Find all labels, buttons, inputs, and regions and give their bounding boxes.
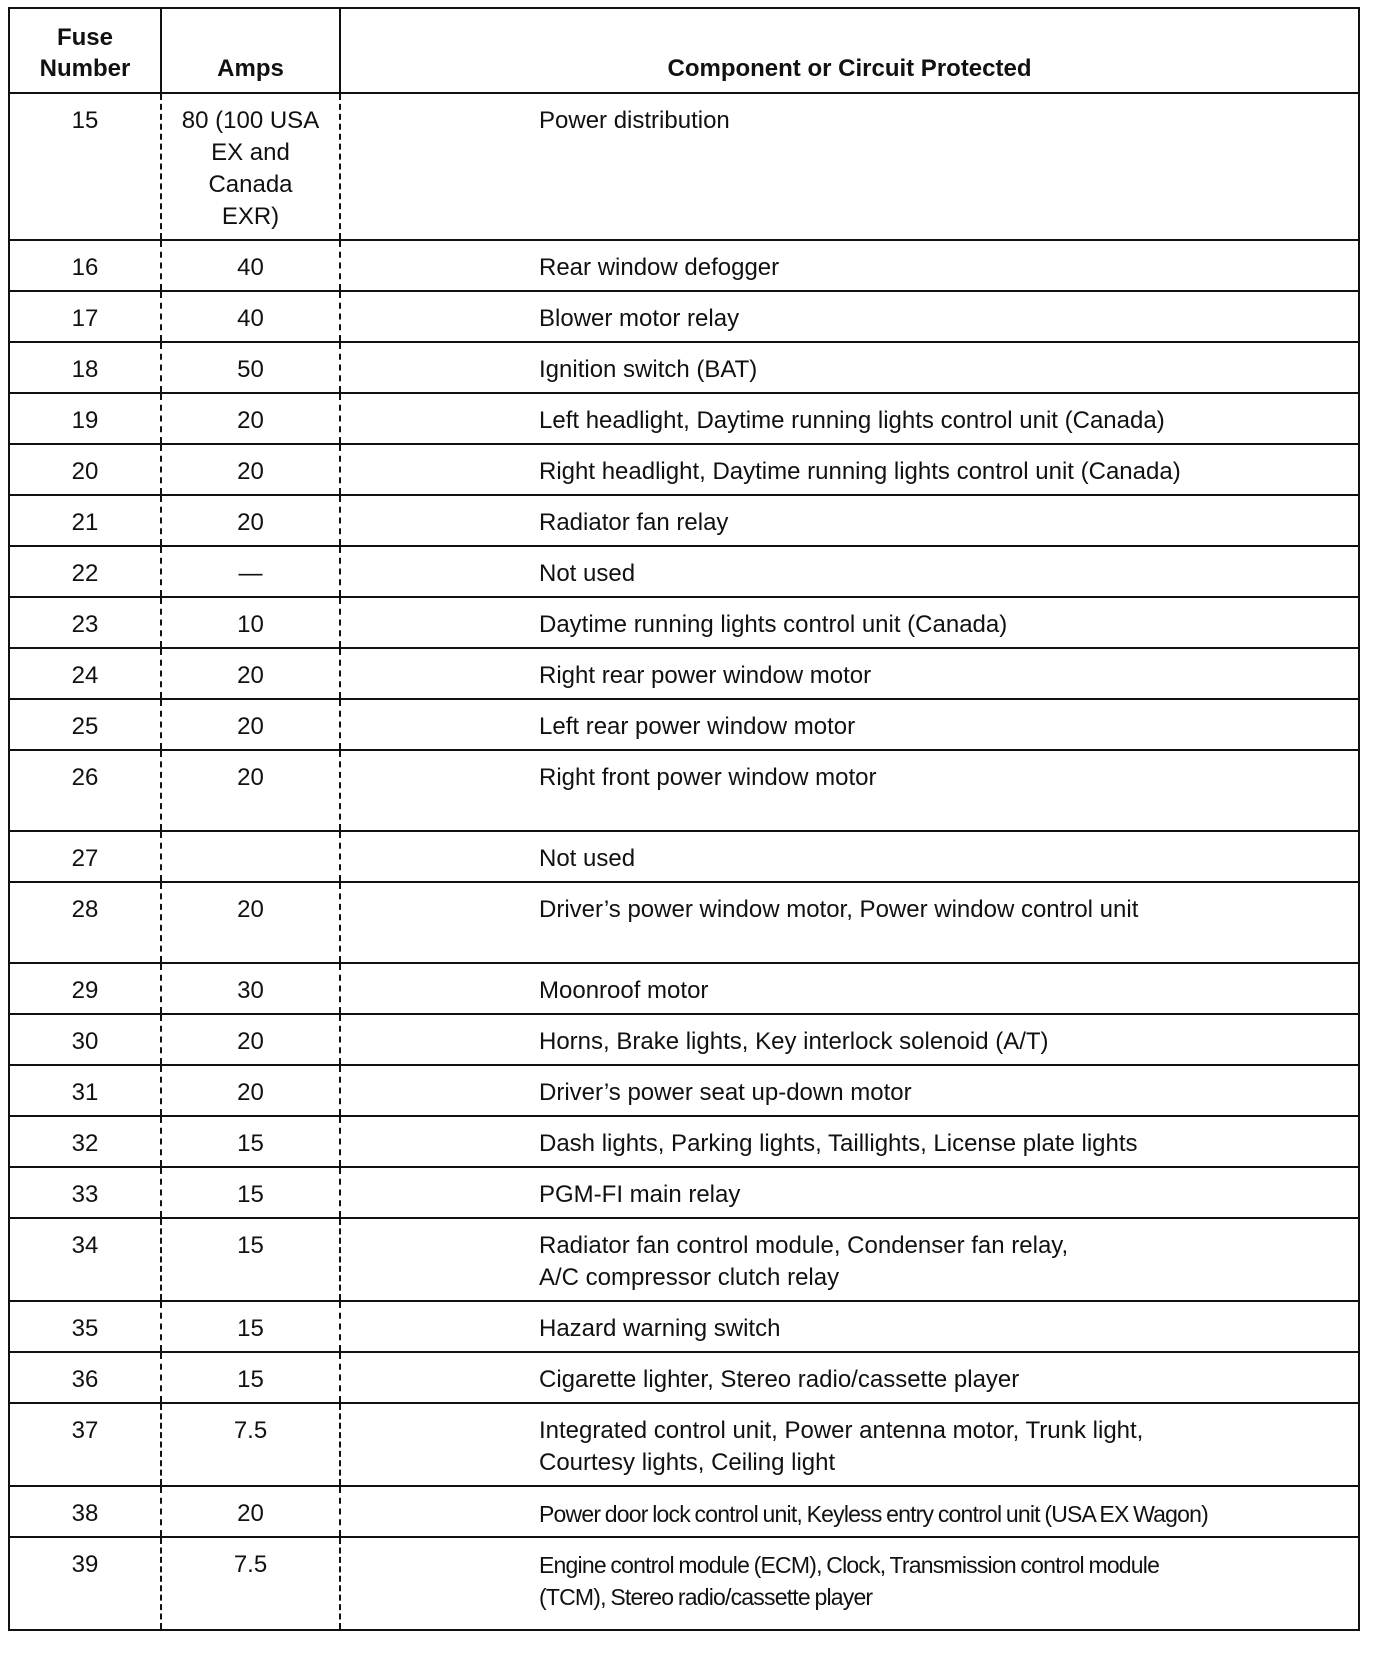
amps-value: 20 <box>237 458 264 485</box>
fuse-number-cell: 28 <box>9 882 161 963</box>
amps-value: — <box>238 560 263 587</box>
fuse-number-cell: 36 <box>9 1352 161 1403</box>
table-header <box>9 8 1359 93</box>
table-row <box>9 750 1359 831</box>
amps-value: 10 <box>237 611 264 638</box>
table-row <box>9 882 1359 963</box>
header-component: Component or Circuit Protected <box>340 8 1359 93</box>
header-row <box>9 8 1359 93</box>
component-cell: Not used <box>340 831 1359 882</box>
table-row <box>9 1301 1359 1352</box>
amps-cell <box>161 1014 340 1065</box>
header-fuse-number: Fuse Number <box>9 8 161 93</box>
fuse-number-cell: 26 <box>9 750 161 831</box>
table-body <box>9 93 1359 1630</box>
amps-value: 20 <box>237 896 264 923</box>
amps-value: 20 <box>237 509 264 536</box>
amps-cell <box>161 342 340 393</box>
fuse-number-cell: 32 <box>9 1116 161 1167</box>
fuse-number-cell: 39 <box>9 1537 161 1630</box>
component-cell: Left rear power window motor <box>340 699 1359 750</box>
amps-cell <box>161 1537 340 1630</box>
component-cell: Blower motor relay <box>340 291 1359 342</box>
table-row <box>9 393 1359 444</box>
amps-value: 50 <box>237 356 264 383</box>
component-cell: Power distribution <box>340 93 1359 240</box>
amps-value: 40 <box>237 254 264 281</box>
amps-cell <box>161 597 340 648</box>
table-row <box>9 495 1359 546</box>
fuse-number-cell: 15 <box>9 93 161 240</box>
amps-cell <box>161 291 340 342</box>
amps-cell <box>161 1116 340 1167</box>
fuse-number-cell: 22 <box>9 546 161 597</box>
amps-cell <box>161 93 340 240</box>
amps-value: 20 <box>237 1079 264 1106</box>
amps-cell <box>161 750 340 831</box>
component-cell: Horns, Brake lights, Key interlock solenoid (A/T) <box>340 1014 1359 1065</box>
amps-value: 7.5 <box>233 1551 268 1578</box>
component-cell: Daytime running lights control unit (Canada) <box>340 597 1359 648</box>
amps-value: 15 <box>237 1232 264 1259</box>
fuse-number-cell: 19 <box>9 393 161 444</box>
amps-cell <box>161 393 340 444</box>
fuse-number-cell: 18 <box>9 342 161 393</box>
component-cell: Integrated control unit, Power antenna motor, Trunk light, Courtesy lights, Ceiling light <box>340 1403 1359 1486</box>
component-cell: Dash lights, Parking lights, Taillights, License plate lights <box>340 1116 1359 1167</box>
fuse-number-cell: 24 <box>9 648 161 699</box>
table-row <box>9 597 1359 648</box>
amps-value: 20 <box>237 1500 264 1527</box>
table-row <box>9 963 1359 1014</box>
amps-value: 20 <box>237 1028 264 1055</box>
component-cell: Moonroof motor <box>340 963 1359 1014</box>
amps-value: 40 <box>237 305 264 332</box>
amps-cell <box>161 546 340 597</box>
amps-value: 20 <box>237 764 264 791</box>
amps-value: 20 <box>237 713 264 740</box>
fuse-number-cell: 16 <box>9 240 161 291</box>
fuse-number-cell: 17 <box>9 291 161 342</box>
component-cell: Driver’s power window motor, Power window control unit <box>340 882 1359 963</box>
table-row <box>9 831 1359 882</box>
fuse-number-cell: 20 <box>9 444 161 495</box>
amps-cell <box>161 1218 340 1301</box>
table-row <box>9 240 1359 291</box>
table-row <box>9 1403 1359 1486</box>
component-cell: Right front power window motor <box>340 750 1359 831</box>
amps-cell <box>161 1167 340 1218</box>
component-cell: Radiator fan control module, Condenser fan relay, A/C compressor clutch relay <box>340 1218 1359 1301</box>
fuse-number-cell: 30 <box>9 1014 161 1065</box>
table-row <box>9 1218 1359 1301</box>
component-cell: Left headlight, Daytime running lights control unit (Canada) <box>340 393 1359 444</box>
component-cell: Radiator fan relay <box>340 495 1359 546</box>
fuse-number-cell: 23 <box>9 597 161 648</box>
component-cell: Cigarette lighter, Stereo radio/cassette player <box>340 1352 1359 1403</box>
table-row <box>9 699 1359 750</box>
fuse-number-cell: 37 <box>9 1403 161 1486</box>
fuse-number-cell: 38 <box>9 1486 161 1537</box>
component-cell: Rear window defogger <box>340 240 1359 291</box>
amps-cell <box>161 882 340 963</box>
fuse-number-cell: 29 <box>9 963 161 1014</box>
amps-cell <box>161 240 340 291</box>
amps-cell <box>161 699 340 750</box>
table-row <box>9 291 1359 342</box>
component-cell: Engine control module (ECM), Clock, Transmission control module (TCM), Stereo radio/cassette player <box>539 1552 1160 1610</box>
table-row <box>9 1014 1359 1065</box>
fuse-number-cell: 27 <box>9 831 161 882</box>
amps-value: 15 <box>237 1366 264 1393</box>
component-cell: Right rear power window motor <box>340 648 1359 699</box>
amps-value: 30 <box>237 977 264 1004</box>
amps-cell <box>161 1486 340 1537</box>
amps-cell <box>161 495 340 546</box>
table-row <box>9 93 1359 240</box>
table-row <box>9 1065 1359 1116</box>
fuse-table <box>8 7 1360 1631</box>
table-row <box>9 342 1359 393</box>
table-row <box>9 546 1359 597</box>
table-row <box>9 1352 1359 1403</box>
fuse-number-cell: 33 <box>9 1167 161 1218</box>
amps-value: 7.5 <box>233 1417 268 1444</box>
amps-value: 20 <box>237 662 264 689</box>
amps-value: 20 <box>237 407 264 434</box>
amps-cell <box>161 831 340 882</box>
amps-cell <box>161 444 340 495</box>
fuse-number-cell: 21 <box>9 495 161 546</box>
amps-value: 15 <box>237 1315 264 1342</box>
amps-cell <box>161 963 340 1014</box>
table-row <box>9 1167 1359 1218</box>
component-cell: Right headlight, Daytime running lights control unit (Canada) <box>340 444 1359 495</box>
amps-value: 80 (100 USA EX and Canada EXR) <box>181 107 320 230</box>
table-row <box>9 1486 1359 1537</box>
amps-value: 15 <box>237 1181 264 1208</box>
amps-cell <box>161 1065 340 1116</box>
component-cell: PGM-FI main relay <box>340 1167 1359 1218</box>
component-cell: Power door lock control unit, Keyless entry control unit (USA EX Wagon) <box>340 1486 1359 1537</box>
amps-cell <box>161 648 340 699</box>
table-row <box>9 1537 1359 1630</box>
header-amps: Amps <box>161 8 340 93</box>
table-row <box>9 648 1359 699</box>
table-row <box>9 444 1359 495</box>
amps-cell <box>161 1403 340 1486</box>
fuse-number-cell: 35 <box>9 1301 161 1352</box>
component-cell: Driver’s power seat up-down motor <box>340 1065 1359 1116</box>
component-cell: Ignition switch (BAT) <box>340 342 1359 393</box>
table-row <box>9 1116 1359 1167</box>
fuse-number-cell: 31 <box>9 1065 161 1116</box>
component-cell: Hazard warning switch <box>340 1301 1359 1352</box>
amps-cell <box>161 1352 340 1403</box>
fuse-number-cell: 34 <box>9 1218 161 1301</box>
amps-value: 15 <box>237 1130 264 1157</box>
component-cell: Not used <box>340 546 1359 597</box>
fuse-number-cell: 25 <box>9 699 161 750</box>
amps-cell <box>161 1301 340 1352</box>
